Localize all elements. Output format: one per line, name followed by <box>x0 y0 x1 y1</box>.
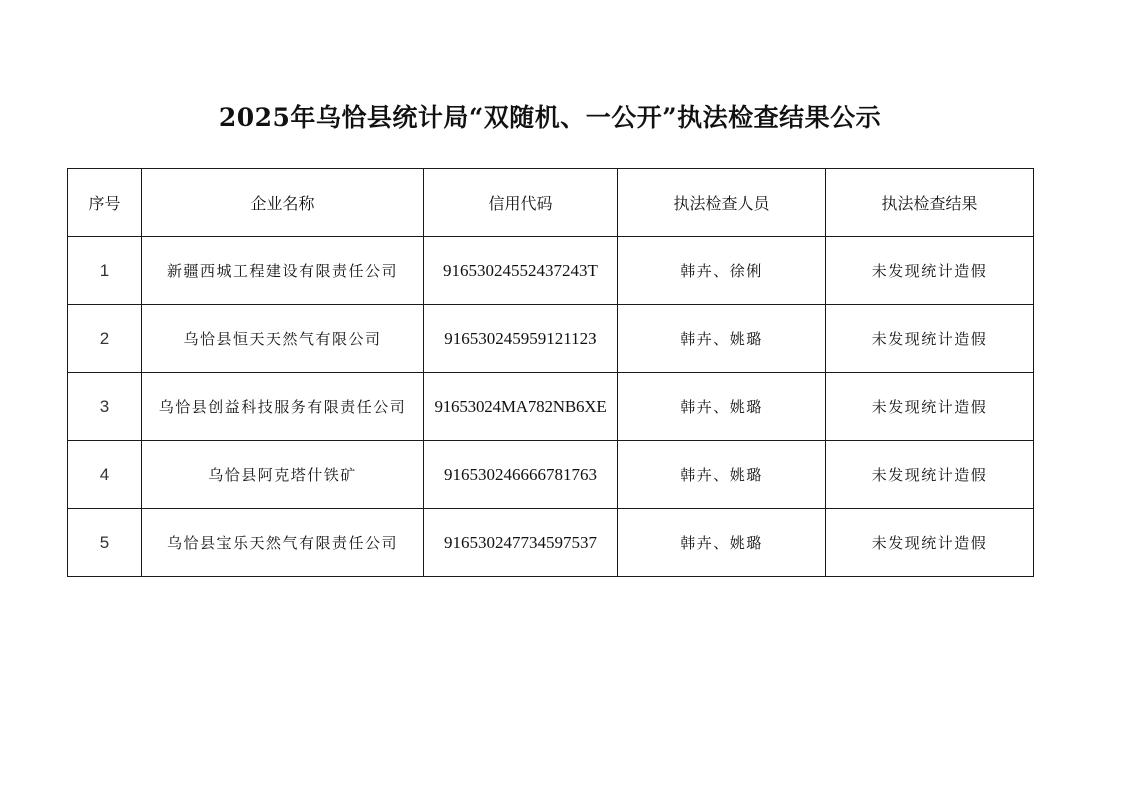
cell-seq: 5 <box>68 509 142 577</box>
cell-result: 未发现统计造假 <box>826 441 1034 509</box>
cell-credit-code: 91653024595912112З <box>424 305 618 373</box>
cell-result: 未发现统计造假 <box>826 509 1034 577</box>
cell-company-name: 新疆西城工程建设有限责任公司 <box>142 237 424 305</box>
cell-inspectors: 韩卉、姚璐 <box>618 509 826 577</box>
cell-inspectors: 韩卉、姚璐 <box>618 305 826 373</box>
cell-seq: 2 <box>68 305 142 373</box>
cell-credit-code: 916530247734597537 <box>424 509 618 577</box>
header-company-name: 企业名称 <box>142 169 424 237</box>
table-row <box>68 373 1034 441</box>
page-title: 2025年乌恰县统计局“双随机、一公开”执法检查结果公示 <box>218 103 882 132</box>
cell-result: 未发现统计造假 <box>826 373 1034 441</box>
header-credit-code: 信用代码 <box>424 169 618 237</box>
cell-inspectors: 韩卉、徐俐 <box>618 237 826 305</box>
cell-credit-code: 91653024552437243T <box>424 237 618 305</box>
cell-inspectors: 韩卉、姚璐 <box>618 441 826 509</box>
inspection-results-table <box>67 168 1034 577</box>
cell-seq: 3 <box>68 373 142 441</box>
cell-result: 未发现统计造假 <box>826 305 1034 373</box>
header-inspectors: 执法检查人员 <box>618 169 826 237</box>
cell-credit-code: 916530246666781763 <box>424 441 618 509</box>
table-row <box>68 305 1034 373</box>
cell-company-name: 乌恰县创益科技服务有限责任公司 <box>142 373 424 441</box>
cell-seq: 4 <box>68 441 142 509</box>
table-row <box>68 509 1034 577</box>
cell-company-name: 乌恰县恒天天然气有限公司 <box>142 305 424 373</box>
cell-credit-code: 91653024MA782NB6XE <box>424 373 618 441</box>
cell-inspectors: 韩卉、姚璐 <box>618 373 826 441</box>
table-row <box>68 441 1034 509</box>
table-row <box>68 237 1034 305</box>
header-seq: 序号 <box>68 169 142 237</box>
cell-result: 未发现统计造假 <box>826 237 1034 305</box>
cell-company-name: 乌恰县阿克塔什铁矿 <box>142 441 424 509</box>
cell-seq: 1 <box>68 237 142 305</box>
header-result: 执法检查结果 <box>826 169 1034 237</box>
table-header-row <box>68 169 1034 237</box>
cell-company-name: 乌恰县宝乐天然气有限责任公司 <box>142 509 424 577</box>
